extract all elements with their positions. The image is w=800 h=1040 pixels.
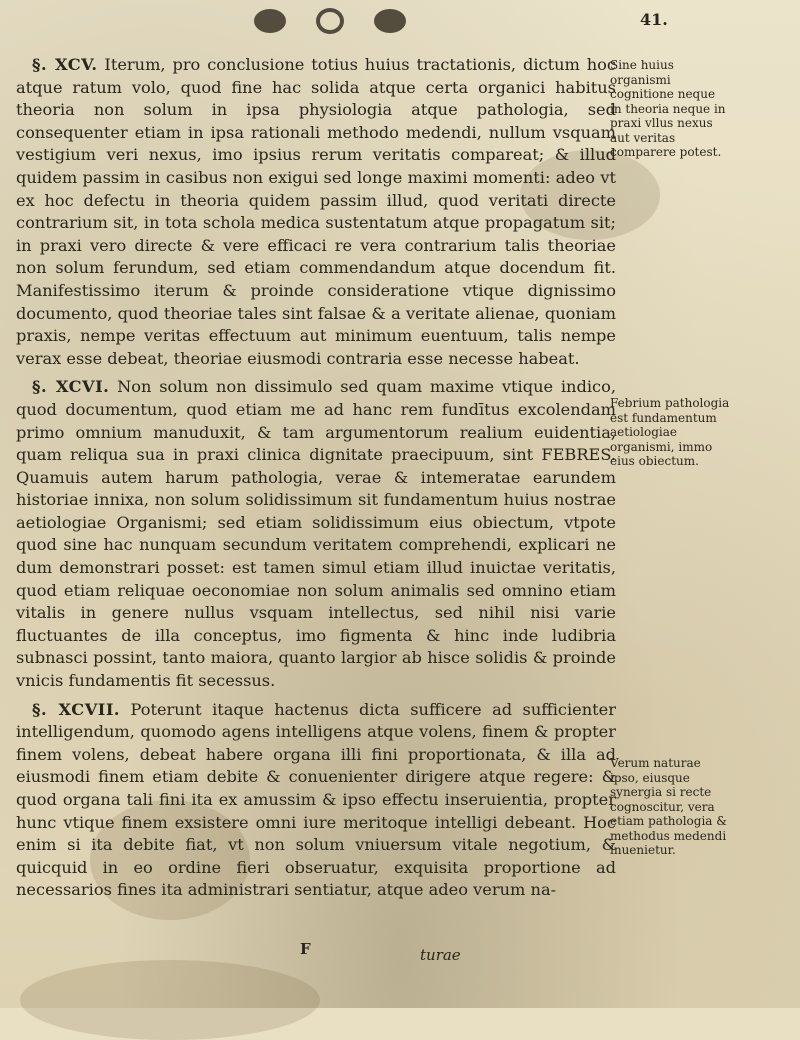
marginal-note: Febrium pathologia est fundamentum aetiologiae organismi, immo eius obiectum.: [610, 396, 730, 468]
section-number: §. XCV.: [32, 55, 98, 74]
paragraph: [16, 54, 616, 370]
paragraph: [16, 699, 616, 902]
ornament-mark: [374, 9, 406, 33]
paragraph-text: Iterum, pro conclusione totius huius tractationis, dictum hoc atque ratum volo, quod fine hac solida atque certa organici habitus theoria non solum in ipsa physiologia atque pathologia, sed consequenter etiam in ipsa rationali methodo medendi, nullum vsquam vestigium veri nexus, imo ipsius rerum veritatis compareat; & illud quidem passim in casibus non exigui sed longe maximi momenti: adeo vt ex hoc defectu in theoria quidem passim illud, quod veritati directe contrarium sit, in tota schola medica sustentatum atque propagatum sit; in praxi vero directe & vere efficaci re vera contrarium talis theoriae non solum ferundum, sed etiam commendandum atque docendum fit. Manifestissimo iterum & proinde consideratione vtique dignissimo documento, quod theoriae tales sint falsae & a veritate alienae, quoniam praxis, nempe veritas effectuum aut minimum euentuum, talis nempe verax esse debeat, theoriae eiusmodi contraria esse necesse habeat.: [16, 55, 616, 368]
main-text: [16, 40, 616, 902]
paragraph: [16, 376, 616, 692]
marginal-note: Verum naturae ipso, eiusque synergia si recte cognoscitur, vera etiam pathologia & methodus medendi inuenietur.: [610, 756, 727, 857]
ornament-mark: [254, 9, 286, 33]
section-number: §. XCVII.: [32, 699, 121, 719]
signature-mark: F: [300, 940, 311, 958]
paragraph-text: Non solum non dissimulo sed quam maxime vtique indico, quod documentum, quod etiam me ad hanc rem fundītus excolendam primo omnium manuduxit, & tam argumentorum realium euidentia, quam reliqua sua in praxi clinica dignitate praecipuum, sint FEBRES. Quamuis autem harum pathologia, verae & intemeratae earundem historiae innixa, non solum solidissimum sit fundamentum huius nostrae aetiologiae Organismi; sed etiam solidissimum eius obiectum, vtpote quod sine hac nunquam secundum veritatem comprehendi, explicari ne dum demonstrari posset: est tamen simul etiam illud inuictae veritatis, quod etiam reliquae oeconomiae non solum animalis sed omnino etiam vitalis in genere nullus vsquam intellectus, sed nihil nisi varie fluctuantes de illa conceptus, imo figmenta & hinc inde ludibria subnasci possint, tanto maiora, quanto largior ab hisce solidis & proinde vnicis fundamentis fit secessus.: [16, 377, 616, 691]
paper-stain: [20, 960, 320, 1040]
marginal-note: Sine huius organismi cognitione neque in theoria neque in praxi vllus nexus aut veritas comparere potest.: [610, 58, 726, 159]
header-ornament: [220, 6, 440, 36]
page-number: 41.: [640, 10, 668, 29]
paragraph-text: Poterunt itaque hactenus dicta sufficere ad sufficienter intelligendum, quomodo agens intelligens atque volens, finem & propter finem volens, debeat habere organa illi fini proportionata, & illa ad eiusmodi finem etiam debite & conuenienter dirigere atque regere: & quod organa tali fini ita ex amussim & ipso effectu inseruientia, propter hunc vtique finem exsistere omni iure meritoque intelligi debeant. Hoc enim si ita debite fiat, vt non solum vniuersum vitale negotium, & quicquid in eo ordine fieri obseruatur, exquisita proportione ad necessarios fines ita administrari sentiatur, atque adeo verum na-: [16, 699, 617, 900]
section-number: §. XCVI.: [32, 377, 110, 397]
catchword: turae: [420, 946, 461, 964]
ornament-ring: [316, 8, 344, 34]
